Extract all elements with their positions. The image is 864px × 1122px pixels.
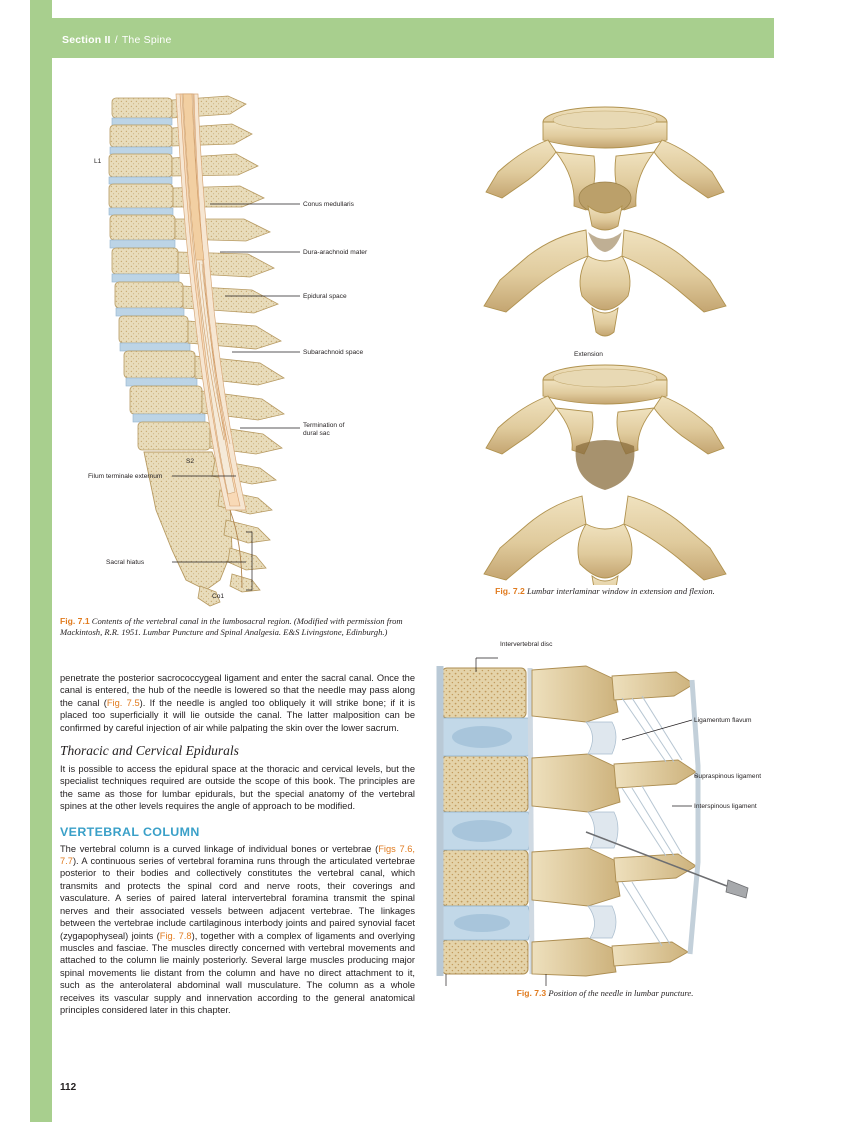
label-s2: S2 — [186, 458, 195, 465]
figure-7-3-number: Fig. 7.3 — [516, 988, 547, 998]
heading-vertebral-column: VERTEBRAL COLUMN — [60, 824, 200, 839]
label-intervertebral-disc: Intervertebral disc — [500, 641, 553, 648]
label-co1: Co1 — [212, 593, 225, 600]
label-dura-arachnoid-mater: Dura-arachnoid mater — [303, 249, 368, 256]
label-filum-terminale-externum: Filum terminale externum — [88, 473, 163, 480]
cross-reference[interactable]: Fig. 7.8 — [159, 930, 192, 941]
vertebra-flexion — [484, 365, 726, 585]
running-head-separator: / — [114, 34, 118, 46]
paragraph-sacral-canal: penetrate the posterior sacrococcygeal ligament and enter the sacral canal. Once the canal is entered, the hub of the needle is lowered so that the needle may pass along the canal (Fig. 7.5). If the needle is angled too obliquely it will strike bone; if it is placed too superficially it will lie outside the canal. The latter malposition can be confirmed by careful injection of air while palpating the skin over the lower sacrum. — [60, 673, 415, 733]
cross-reference[interactable]: Figs 7.6, 7.7 — [60, 843, 415, 867]
figure-7-2 — [436, 80, 774, 585]
paragraph-thoracic-cervical: It is possible to access the epidural space at the thoracic and cervical levels, but the specialist techniques required are outside the scope of this book. The principles are the same as those for lumbar epidurals, but the special anatomy of the vertebral spines at the other levels requires the angle of approach to be modified. — [60, 764, 415, 812]
page-number: 112 — [60, 1082, 77, 1093]
label-extension: Extension — [574, 351, 603, 358]
heading-thoracic-cervical-epidurals: Thoracic and Cervical Epidurals — [60, 743, 239, 759]
figure-7-3-caption-text: Position of the needle in lumbar puncture. — [548, 988, 694, 998]
running-head-section: Section II — [62, 34, 111, 46]
label-l1: L1 — [94, 158, 102, 165]
running-head-title: The Spine — [121, 34, 172, 46]
label-conus-medullaris: Conus medullaris — [303, 201, 354, 208]
label-supraspinous-ligament: Supraspinous ligament — [694, 773, 762, 780]
figure-7-2-caption-text: Lumbar interlaminar window in extension and flexion. — [526, 586, 715, 596]
figure-7-2-number: Fig. 7.2 — [495, 586, 525, 596]
label-sacral-hiatus: Sacral hiatus — [106, 559, 145, 566]
paragraph-vertebral-column: The vertebral column is a curved linkage of individual bones or vertebrae (Figs 7.6, 7.7). A continuous series of vertebral foramina runs through the articulated vertebrae posterior to their bodies and collectively constitutes the vertebral canal, which transmits and protects the spinal cord and nerve roots, their coverings and vasculature. A series of paired lateral intervertebral foramina transmit the spinal nerves and their associated vessels between adjacent vertebrae. The linkages between the vertebrae include cartilaginous interbody joints and paired synovial facet (zygapophyseal) joints (Fig. 7.8), together with a complex of ligaments and overlying muscles and fasciae. The muscles directly concerned with vertebral movements and attached to the column lie mainly posteriorly. Several large muscles producing major spinal movements lie distant from the column and have no direct attachment to it, such as the anterolateral abdominal wall musculature. The column as a whole receives its vascular supply and innervation according to the general anatomical principles considered later in this chapter. — [60, 843, 415, 1015]
label-termination-of-dural-sac-2: dural sac — [303, 430, 330, 437]
body-column-left — [60, 672, 415, 1025]
label-interspinous-ligament: Interspinous ligament — [694, 803, 757, 810]
page-spine-bar — [30, 0, 52, 1122]
figure-7-1-number: Fig. 7.1 — [60, 616, 90, 626]
figure-7-2-caption — [436, 586, 774, 597]
label-ligamentum-flavum: Ligamentum flavum — [694, 717, 752, 724]
figure-7-3-caption — [436, 988, 774, 999]
figure-7-1 — [60, 80, 412, 610]
vertebral-bodies-sagittal — [442, 668, 531, 974]
figure-7-1-caption — [60, 616, 412, 638]
interspinous-ligament-fibres — [622, 696, 682, 946]
ligamentum-flavum — [586, 722, 618, 938]
cross-reference[interactable]: Fig. 7.5 — [106, 697, 140, 708]
running-head — [62, 34, 171, 46]
figure-7-1-caption-text: Contents of the vertebral canal in the lumbosacral region. (Modified with permission from Mackintosh, R.R. 1951. Lumbar Puncture and Spinal Analgesia. E&S Livingstone, Edinburgh.) — [60, 616, 403, 638]
label-subarachnoid-space: Subarachnoid space — [303, 349, 364, 356]
label-epidural-space: Epidural space — [303, 293, 347, 300]
vertebra-extension — [484, 107, 726, 336]
figure-7-3 — [436, 636, 774, 986]
label-termination-of-dural-sac: Termination of — [303, 422, 345, 429]
